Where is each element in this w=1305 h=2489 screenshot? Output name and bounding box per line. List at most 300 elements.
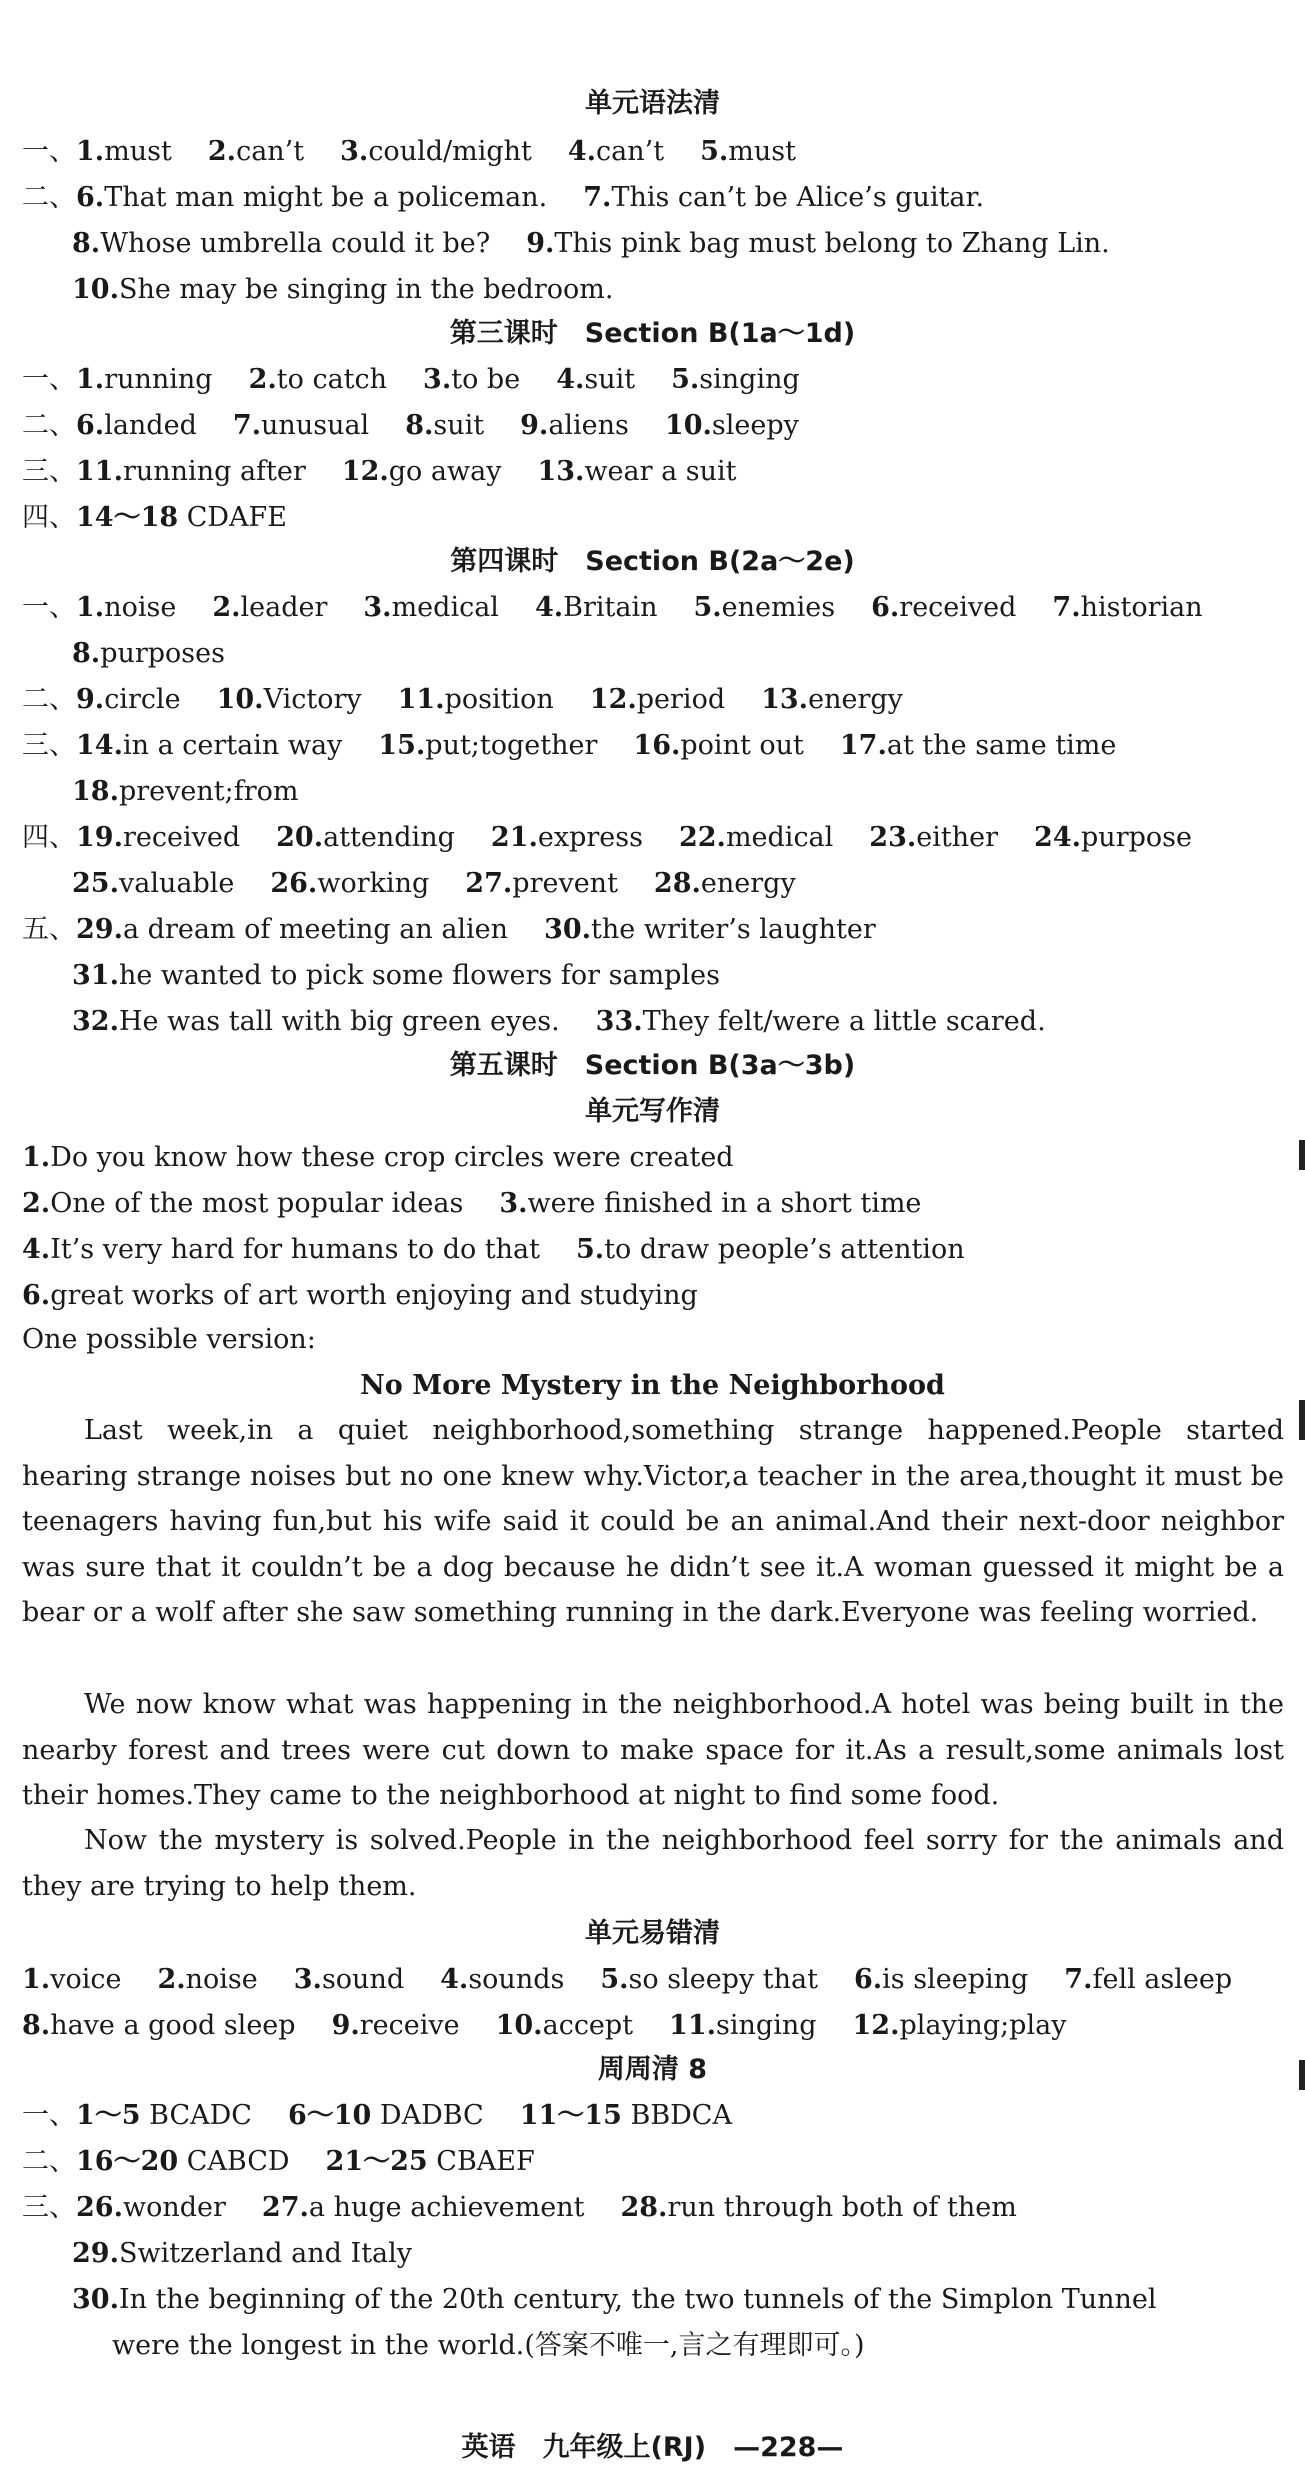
answer-number: 26. (270, 868, 318, 899)
answer-text: playing;play (899, 2010, 1067, 2041)
answer-number: 5. (576, 1234, 605, 1265)
answer-item (1064, 1964, 1232, 1995)
answer-number: 14～18 (76, 502, 179, 533)
answer-item (76, 684, 181, 715)
answer-item (76, 456, 306, 487)
answer-number: 1. (76, 592, 105, 623)
answer-number: 21. (490, 822, 538, 853)
answer-number: 1. (76, 364, 105, 395)
answer-line (22, 1232, 965, 1268)
answer-item (1052, 592, 1202, 623)
answer-item (72, 274, 613, 305)
answer-line (22, 1962, 1232, 1998)
answer-number: 29. (76, 914, 123, 945)
line-label: 一、 (22, 2100, 76, 2131)
answer-number: 5. (600, 1964, 629, 1995)
answer-number: 28. (653, 868, 701, 899)
answer-item (520, 2100, 732, 2131)
essay-paragraph-2 (22, 1682, 1284, 1819)
answer-text: Switzerland and Italy (118, 2238, 413, 2269)
answer-text: This can’t be Alice’s guitar. (611, 182, 985, 213)
answer-text: They felt/were a little scared. (642, 1006, 1046, 1037)
answer-text: period (636, 684, 726, 715)
answer-item (568, 136, 664, 167)
answer-text: point out (680, 730, 804, 761)
answer-number: 3. (423, 364, 452, 395)
answer-item (576, 1234, 965, 1265)
answer-line (22, 912, 876, 948)
answer-item (157, 1964, 257, 1995)
answer-line (72, 226, 1110, 262)
answer-number: 6. (22, 1280, 51, 1311)
answer-item (499, 1188, 921, 1219)
answer-item (72, 868, 234, 899)
answer-number: 6. (76, 182, 105, 213)
answer-text: aliens (548, 410, 629, 441)
answer-number: 4. (556, 364, 585, 395)
answer-text: That man might be a policeman. (104, 182, 548, 213)
answer-number: 7. (1064, 1964, 1093, 1995)
answer-item (72, 638, 225, 669)
answer-text: enemies (721, 592, 836, 623)
answer-text: working (317, 868, 430, 899)
answer-number: 8. (72, 638, 101, 669)
answer-text: he wanted to pick some flowers for samples (118, 960, 720, 991)
essay-paragraph-1 (22, 1408, 1284, 1636)
answer-number: 29. (72, 2238, 119, 2269)
answer-number: 16. (633, 730, 681, 761)
section-title: 第四课时 Section B(2a～2e) (450, 546, 855, 577)
answer-item (72, 2284, 1157, 2315)
answer-item (620, 2192, 1016, 2223)
answer-text: great works of art worth enjoying and studying (50, 1280, 698, 1311)
answer-item (600, 1964, 818, 1995)
answer-item (22, 1964, 121, 1995)
answer-item (72, 228, 490, 259)
answer-text: This pink bag must belong to Zhang Lin. (554, 228, 1110, 259)
answer-number: 1. (22, 1142, 51, 1173)
answer-text: at the same time (886, 730, 1117, 761)
answer-text: energy (700, 868, 796, 899)
answer-line (22, 728, 1116, 764)
section-title: 单元易错清 (585, 1918, 720, 1949)
answer-item (76, 2100, 252, 2131)
line-label: 二、 (22, 2146, 76, 2177)
answer-item (72, 960, 720, 991)
answer-item (233, 410, 369, 441)
answer-number: 11～15 (519, 2100, 622, 2131)
answer-item (405, 410, 484, 441)
essay-text: Last week,in a quiet neighborhood,something strange happened.People started hearing strange noises but no one knew why.Victor,a teacher in the area,thought it must be teenagers having fun,but his wife said it could be an animal.And their next-door neighbor was sure that it couldn’t be a dog because he didn’t see it.A woman guessed it might be a bear or a wolf after she saw something running in the dark.Everyone was feeling worried. (22, 1415, 1284, 1628)
answer-number: 2. (157, 1964, 186, 1995)
answer-text: CBAEF (427, 2146, 535, 2177)
essay-text: Now the mystery is solved.People in the neighborhood feel sorry for the animals and they are trying to help them. (22, 1825, 1284, 1902)
answer-item (537, 456, 736, 487)
answer-number: 24. (1034, 822, 1082, 853)
answer-number: 6. (76, 410, 105, 441)
answer-text: Do you know how these crop circles were created (50, 1142, 734, 1173)
answer-text: circle (104, 684, 181, 715)
answer-item (693, 592, 835, 623)
answer-item (72, 776, 298, 807)
answer-number: 4. (534, 592, 564, 623)
answer-text: accept (542, 2010, 634, 2041)
answer-item (342, 456, 502, 487)
answer-text: can’t (236, 136, 305, 167)
answer-text: Britain (563, 592, 658, 623)
answer-item (465, 868, 618, 899)
line-label: 五、 (22, 914, 76, 945)
answer-text: received (122, 822, 241, 853)
line-label: 四、 (22, 822, 76, 853)
answer-text: purpose (1081, 822, 1192, 853)
answer-item (22, 1142, 734, 1173)
answer-text: running (104, 364, 213, 395)
answer-number: 3. (499, 1188, 528, 1219)
answer-item (76, 502, 287, 533)
answer-line (22, 682, 903, 718)
answer-line (72, 2282, 1157, 2318)
answer-text: She may be singing in the bedroom. (118, 274, 614, 305)
answer-text: put;together (425, 730, 598, 761)
line-label: 二、 (22, 182, 76, 213)
answer-item (440, 1964, 564, 1995)
answer-item (208, 136, 304, 167)
section-title: 第五课时 Section B(3a～3b) (449, 1050, 856, 1081)
answer-number: 10. (495, 2010, 543, 2041)
answer-text: CDAFE (178, 502, 287, 533)
answer-number: 31. (72, 960, 119, 991)
answer-number: 1. (76, 136, 105, 167)
answer-item (332, 2010, 460, 2041)
answer-number: 27. (465, 868, 513, 899)
answer-number: 7. (1052, 592, 1081, 623)
answer-text: BBDCA (621, 2100, 732, 2131)
answer-line (72, 774, 298, 810)
answer-text: so sleepy that (628, 1964, 818, 1995)
answer-item (217, 684, 362, 715)
answer-item (72, 2238, 412, 2269)
answer-text: BCADC (140, 2100, 252, 2131)
answer-item (496, 2010, 633, 2041)
answer-number: 5. (700, 136, 729, 167)
answer-number: 23. (869, 822, 917, 853)
answer-line (72, 866, 796, 902)
answer-number: 17. (839, 730, 887, 761)
answer-line (22, 408, 799, 444)
answer-item (700, 136, 796, 167)
answer-number: 27. (261, 2192, 309, 2223)
answer-number: 5. (693, 592, 722, 623)
answer-item (853, 2010, 1067, 2041)
line-label: 三、 (22, 456, 76, 487)
answer-number: 9. (526, 228, 555, 259)
answer-number: 20. (276, 822, 324, 853)
answer-text: received (899, 592, 1017, 623)
answer-number: 8. (72, 228, 101, 259)
answer-item (76, 136, 172, 167)
answer-number: 10. (72, 274, 119, 305)
answer-line (22, 134, 796, 170)
answer-text: prevent;from (118, 776, 299, 807)
answer-number: 7. (583, 182, 612, 213)
answer-text: unusual (261, 410, 370, 441)
answer-item (276, 822, 455, 853)
answer-text: medical (391, 592, 499, 623)
answer-text: a huge achievement (308, 2192, 585, 2223)
answer-text: energy (808, 684, 903, 715)
answer-number: 4. (440, 1964, 469, 1995)
answer-text: sleepy (711, 410, 799, 441)
answer-text: to draw people’s attention (604, 1234, 965, 1265)
answer-number: 14. (76, 730, 123, 761)
answer-line (72, 958, 720, 994)
answer-line (72, 2236, 412, 2272)
answer-item (590, 684, 725, 715)
answer-item (840, 730, 1117, 761)
section-subtitle: 单元写作清 (585, 1096, 720, 1127)
answer-number: 11. (669, 2010, 717, 2041)
answer-number: 21～25 (325, 2146, 428, 2177)
answer-item (262, 2192, 585, 2223)
answer-line (72, 1004, 1046, 1040)
answer-item (544, 914, 876, 945)
answer-text: He was tall with big green eyes. (118, 1006, 560, 1037)
answer-text: voice (50, 1964, 122, 1995)
answer-number: 18. (72, 776, 119, 807)
answer-number: 9. (331, 2010, 360, 2041)
answer-item (340, 136, 532, 167)
answer-item (76, 2192, 226, 2223)
answer-number: 8. (22, 2010, 51, 2041)
answer-number: 19. (76, 822, 123, 853)
answer-number: 15. (378, 730, 426, 761)
answer-number: 11. (397, 684, 445, 715)
answer-text: Whose umbrella could it be? (100, 228, 491, 259)
answer-text: suit (433, 410, 485, 441)
section-title: 第三课时 Section B(1a～1d) (449, 318, 856, 349)
answer-item (76, 182, 547, 213)
answer-text: noise (104, 592, 177, 623)
answer-text: running after (122, 456, 306, 487)
answer-number: 9. (520, 410, 549, 441)
answer-item (363, 592, 499, 623)
answer-number: 11. (76, 456, 123, 487)
answer-line-continued: were the longest in the world.(答案不唯一,言之有理即可。) (112, 2330, 865, 2361)
answer-item (76, 914, 508, 945)
answer-item (22, 2010, 296, 2041)
answer-text: is sleeping (882, 1964, 1029, 1995)
answer-text: fell asleep (1092, 1964, 1233, 1995)
answer-number: 2. (22, 1188, 51, 1219)
answer-item (583, 182, 984, 213)
answer-text: can’t (596, 136, 665, 167)
answer-number: 2. (212, 592, 241, 623)
line-label: 一、 (22, 136, 76, 167)
answer-item (22, 1234, 540, 1265)
answer-item (854, 1964, 1028, 1995)
answer-number: 28. (620, 2192, 668, 2223)
answer-item (22, 1280, 698, 1311)
answer-item (76, 822, 240, 853)
answer-item (398, 684, 554, 715)
answer-number: 5. (671, 364, 700, 395)
answer-number: 6. (853, 1964, 883, 1995)
answer-line (22, 2144, 535, 2180)
line-label: 一、 (22, 364, 76, 395)
answer-number: 10. (216, 684, 264, 715)
answer-item (654, 868, 796, 899)
answer-line (22, 1140, 734, 1176)
answer-number: 33. (595, 1006, 643, 1037)
answer-number: 10. (664, 410, 712, 441)
answer-text: singing (716, 2010, 817, 2041)
answer-item (22, 1188, 463, 1219)
answer-item (212, 592, 327, 623)
answer-line (22, 590, 1203, 626)
answer-number: 9. (76, 684, 105, 715)
answer-number: 13. (537, 456, 585, 487)
answer-text: valuable (118, 868, 235, 899)
answer-number: 1～5 (76, 2100, 141, 2131)
answer-item (326, 2146, 535, 2177)
answer-item (761, 684, 903, 715)
answer-number: 16～20 (76, 2146, 179, 2177)
answer-text: must (104, 136, 172, 167)
answer-text: leader (240, 592, 328, 623)
answer-text: sound (321, 1964, 405, 1995)
answer-text: suit (584, 364, 636, 395)
answer-item (556, 364, 635, 395)
answer-text: sounds (468, 1964, 565, 1995)
answer-item (669, 2010, 816, 2041)
answer-text: run through both of them (667, 2192, 1017, 2223)
answer-text: have a good sleep (50, 2010, 296, 2041)
answer-number: 12. (589, 684, 637, 715)
answer-item (72, 1006, 560, 1037)
answer-number: 22. (678, 822, 726, 853)
answer-text: wonder (122, 2192, 226, 2223)
answer-item (76, 730, 342, 761)
answer-text: It’s very hard for humans to do that (50, 1234, 540, 1265)
answer-text: to be (451, 364, 521, 395)
answer-item (76, 410, 197, 441)
answer-number: 6～10 (287, 2100, 372, 2131)
answer-number: 3. (293, 1964, 322, 1995)
answer-item (679, 822, 833, 853)
version-label: One possible version: (22, 1324, 316, 1355)
answer-text: CABCD (178, 2146, 290, 2177)
line-label: 三、 (22, 2192, 76, 2223)
section-title: 单元语法清 (585, 88, 720, 119)
answer-text: prevent (512, 868, 618, 899)
answer-text: landed (104, 410, 197, 441)
answer-text: were finished in a short time (527, 1188, 922, 1219)
scan-edge-mark (1299, 1140, 1305, 1170)
answer-item (76, 2146, 290, 2177)
answer-line (22, 1186, 921, 1222)
answer-item (535, 592, 658, 623)
answer-number: 12. (852, 2010, 900, 2041)
answer-text: singing (699, 364, 800, 395)
answer-text: a dream of meeting an alien (122, 914, 509, 945)
answer-number: 30. (72, 2284, 119, 2315)
answer-item (671, 364, 800, 395)
answer-number: 7. (232, 410, 262, 441)
answer-text: either (916, 822, 999, 853)
answer-item (665, 410, 799, 441)
answer-item (270, 868, 429, 899)
answer-item (249, 364, 387, 395)
essay-title: No More Mystery in the Neighborhood (360, 1370, 945, 1401)
answer-line (22, 1278, 698, 1314)
answer-text: wear a suit (584, 456, 737, 487)
answer-text: in a certain way (122, 730, 343, 761)
answer-line (22, 362, 800, 398)
line-label: 一、 (22, 592, 76, 623)
answer-text: purposes (100, 638, 225, 669)
answer-item (869, 822, 998, 853)
answer-line (72, 272, 613, 308)
answer-line (22, 820, 1192, 856)
answer-item (378, 730, 597, 761)
answer-item (871, 592, 1016, 623)
answer-item (423, 364, 520, 395)
answer-number: 1. (22, 1964, 51, 1995)
answer-number: 4. (567, 136, 597, 167)
answer-line (22, 2008, 1066, 2044)
answer-item (294, 1964, 404, 1995)
answer-text: to catch (276, 364, 388, 395)
answer-number: 6. (871, 592, 900, 623)
answer-line (22, 500, 287, 536)
answer-item (1034, 822, 1192, 853)
answer-text: could/might (368, 136, 532, 167)
answer-number: 30. (544, 914, 592, 945)
answer-number: 3. (363, 592, 392, 623)
answer-text: Victory (263, 684, 362, 715)
line-label: 三、 (22, 730, 76, 761)
answer-number: 4. (22, 1234, 51, 1265)
scan-edge-mark (1299, 2060, 1305, 2090)
answer-number: 3. (340, 136, 369, 167)
answer-text: receive (359, 2010, 460, 2041)
answer-number: 2. (248, 364, 277, 395)
answer-text: One of the most popular ideas (50, 1188, 464, 1219)
answer-item (596, 1006, 1046, 1037)
answer-item (76, 592, 176, 623)
section-title: 周周清 8 (597, 2054, 708, 2085)
answer-line (22, 454, 737, 490)
answer-text: position (444, 684, 554, 715)
line-label: 二、 (22, 410, 76, 441)
answer-number: 8. (405, 410, 434, 441)
essay-text: We now know what was happening in the neighborhood.A hotel was being built in the nearby forest and trees were cut down to make space for it.As a result,some animals lost their homes.They came to the neighborhood at night to find some food. (22, 1689, 1284, 1811)
answer-text: noise (185, 1964, 258, 1995)
answer-number: 13. (761, 684, 809, 715)
answer-item (76, 364, 213, 395)
answer-number: 2. (207, 136, 237, 167)
answer-item (288, 2100, 484, 2131)
answer-text: medical (725, 822, 834, 853)
answer-text: DADBC (371, 2100, 484, 2131)
answer-line (72, 636, 225, 672)
answer-item (491, 822, 643, 853)
answer-item (526, 228, 1110, 259)
scan-edge-mark (1299, 1400, 1305, 1440)
essay-paragraph-3 (22, 1818, 1284, 1909)
answer-number: 25. (72, 868, 119, 899)
